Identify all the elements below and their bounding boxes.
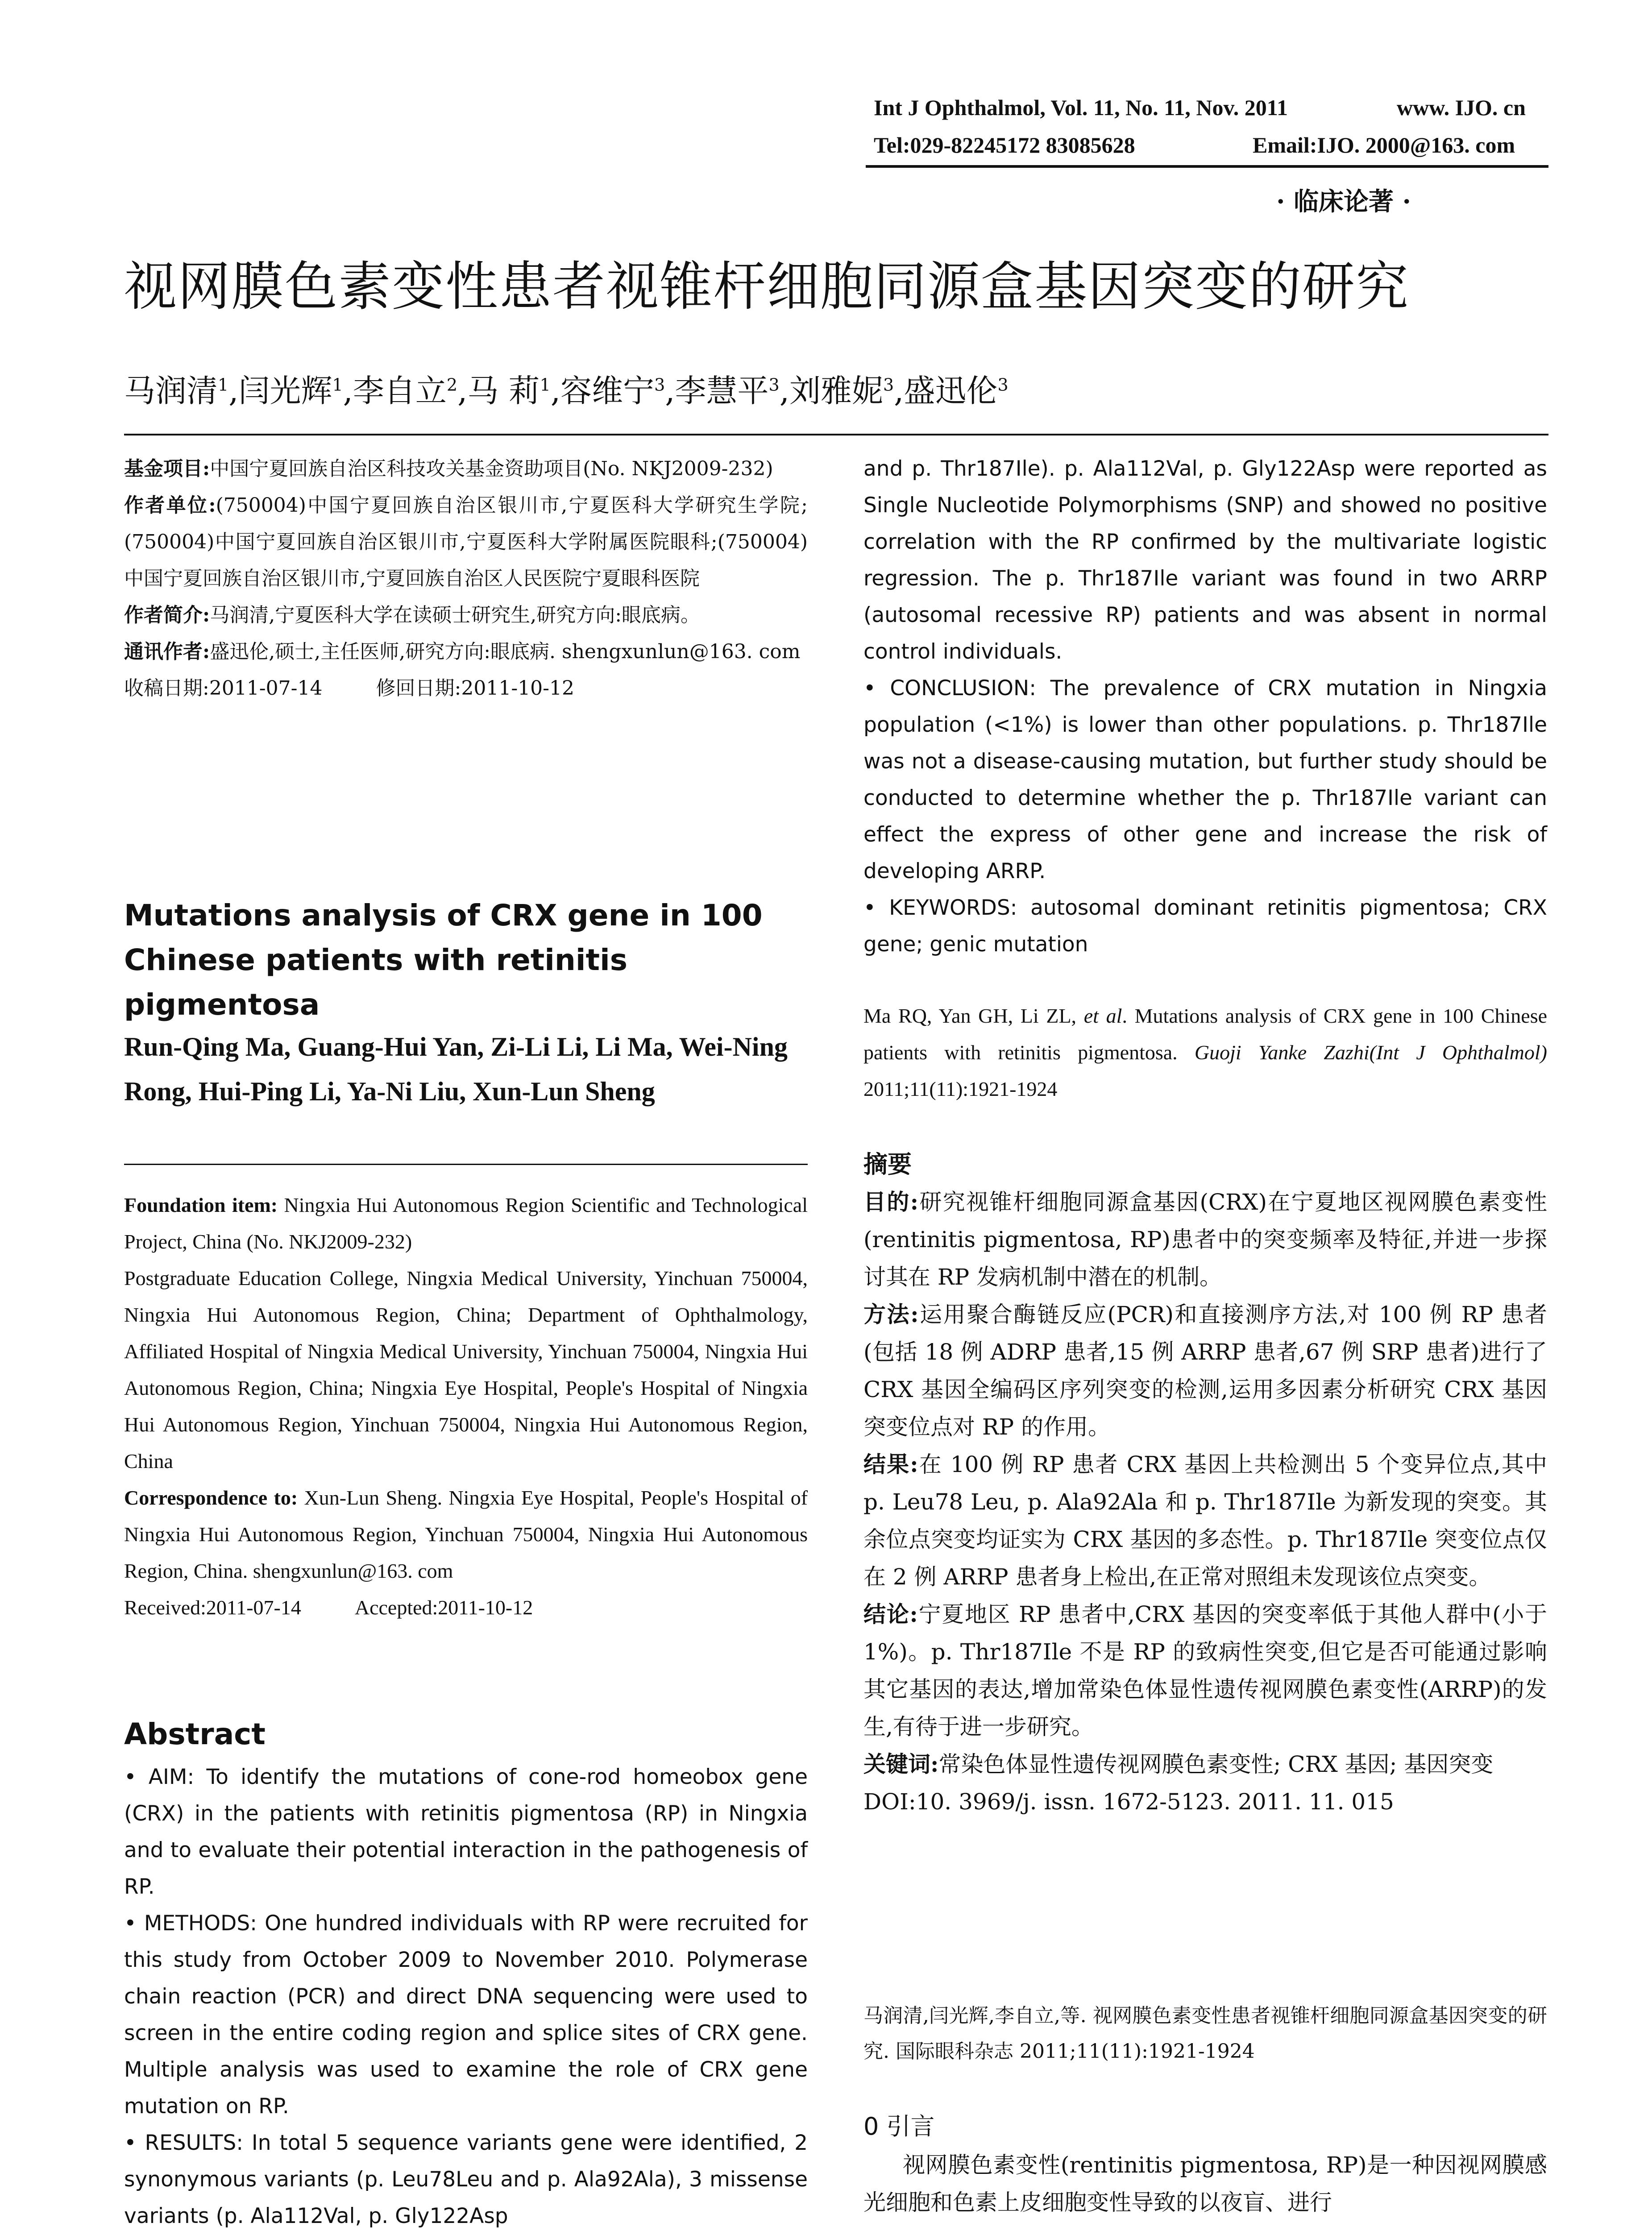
correspondence-cn: 通讯作者:盛迅伦,硕士,主任医师,研究方向:眼底病. shengxunlun@163. com	[124, 640, 801, 663]
journal-website[interactable]: www. IJO. cn	[1397, 95, 1526, 120]
doi[interactable]: DOI:10. 3969/j. issn. 1672-5123. 2011. 11. 015	[863, 1789, 1394, 1815]
author-cn: 马润清$^1$,	[124, 373, 239, 410]
dates-cn: 收稿日期:2011-07-14 修回日期:2011-10-12	[124, 677, 575, 700]
author-cn: 李慧平$^3$,	[675, 373, 789, 410]
intro-heading: 0 引言	[863, 2112, 935, 2140]
abstract-methods-cn: 方法:运用聚合酶链反应(PCR)和直接测序方法,对 100 例 RP 患者(包括 18 例 ADRP 患者,15 例 ARRP 患者,67 例 SRP 患者)进行了 CRX 基因全编码区序列突变的检测,运用多因素分析研究 CRX 基因突变位点对 RP 的作用。	[863, 1301, 1547, 1440]
abstract-aim-cn: 目的:研究视锥杆细胞同源盒基因(CRX)在宁夏地区视网膜色素变性(rentinitis pigmentosa, RP)患者中的突变频率及特征,并进一步探讨其在 RP 发病机制中潜在的机制。	[863, 1189, 1547, 1290]
abstract-conclusion-en: • CONCLUSION: The prevalence of CRX mutation in Ningxia population (<1%) is lower than other populations. p. Thr187Ile was not a disease-causing mutation, but further study should be conducted to determine whether the p. Thr187Ile variant can effect the express of other gene and increase the risk of developing ARRP.	[863, 676, 1547, 883]
abstract-keywords-cn: 关键词:常染色体显性遗传视网膜色素变性; CRX 基因; 基因突变	[863, 1751, 1494, 1777]
abstract-heading-en: Abstract	[124, 1717, 266, 1751]
authors-en-rule	[124, 1164, 808, 1165]
title-rule	[124, 434, 1548, 435]
abstract-aim-en: • AIM: To identify the mutations of cone-rod homeobox gene (CRX) in the patients with retinitis pigmentosa (RP) in Ningxia and to evaluate their potential interaction in the pathogenesis of RP.	[124, 1765, 808, 1899]
abstract-methods-en: • METHODS: One hundred individuals with RP were recruited for this study from October 2009 to November 2010. Polymerase chain reaction (PCR) and direct DNA sequencing were used to screen in the entire coding region and splice sites of CRX gene. Multiple analysis was used to examine the role of CRX gene mutation on RP.	[124, 1911, 808, 2119]
authors-cn	[124, 365, 1552, 411]
author-cn: 刘雅妮$^3$,	[789, 373, 904, 410]
intro-text: 视网膜色素变性(rentinitis pigmentosa, RP)是一种因视网膜感光细胞和色素上皮细胞变性导致的以夜盲、进行	[863, 2152, 1547, 2215]
affiliation-cn: 作者单位:(750004)中国宁夏回族自治区银川市,宁夏医科大学研究生学院;(750004)中国宁夏回族自治区银川市,宁夏医科大学附属医院眼科;(750004)中国宁夏回族自治区银川市,宁夏回族自治区人民医院宁夏眼科医院	[124, 494, 808, 590]
abstract-heading-cn: 摘要	[863, 1150, 912, 1178]
author-cn: 李自立$^2$,	[353, 373, 468, 410]
front-matter-en	[124, 1187, 808, 1626]
author-cn: 容维宁$^3$,	[560, 373, 675, 410]
abstract-en-continued	[863, 451, 1547, 963]
authors-en: Run-Qing Ma, Guang-Hui Yan, Zi-Li Li, Li Ma, Wei-Ning Rong, Hui-Ping Li, Ya-Ni Liu, Xun-Lun Sheng	[124, 1032, 788, 1106]
journal-tel: Tel:029-82245172 83085628	[874, 133, 1135, 158]
affiliation-en: Postgraduate Education College, Ningxia Medical University, Yinchuan 750004, Ningxia Hui Autonomous Region, China; Department of Ophthalmology, Affiliated Hospital of Ningxia Medical University, Yinchuan 750004, Ningxia Hui Autonomous Region, China; Ningxia Eye Hospital, People's Hospital of Ningxia Hui Autonomous Region, Yinchuan 750004, Ningxia Hui Autonomous Region, China	[124, 1267, 808, 1472]
journal-citation: Int J Ophthalmol, Vol. 11, No. 11, Nov. 2011	[874, 95, 1288, 120]
abstract-conclusion-cn: 结论:宁夏地区 RP 患者中,CRX 基因的突变率低于其他人群中(小于 1%)。p. Thr187Ile 不是 RP 的致病性突变,但它是否可能通过影响其它基因的表达,增加常染色体显性遗传视网膜色素变性(ARRP)的发生,有待于进一步研究。	[863, 1601, 1547, 1740]
fund-en: Foundation item: Ningxia Hui Autonomous Region Scientific and Technological Project, China (No. NKJ2009-232)	[124, 1194, 808, 1253]
dates-en: Received:2011-07-14 Accepted:2011-10-12	[124, 1596, 533, 1619]
abstract-keywords-en: • KEYWORDS: autosomal dominant retinitis pigmentosa; CRX gene; genic mutation	[863, 896, 1547, 957]
header-rule	[866, 165, 1548, 168]
abstract-results-en-cont: and p. Thr187Ile). p. Ala112Val, p. Gly122Asp were reported as Single Nucleotide Polymorphisms (SNP) and showed no positive correlation with the RP confirmed by the multivariate logistic regression. The p. Thr187Ile variant was found in two ARRP (autosomal recessive RP) patients and was absent in normal control individuals.	[863, 456, 1547, 664]
title-cn: 视网膜色素变性患者视锥杆细胞同源盒基因突变的研究	[124, 256, 1410, 317]
fund-cn: 基金项目:中国宁夏回族自治区科技攻关基金资助项目(No. NKJ2009-232)	[124, 457, 773, 480]
citation-cn: 马润清,闫光辉,李自立,等. 视网膜色素变性患者视锥杆细胞同源盒基因突变的研究. 国际眼科杂志 2011;11(11):1921-1924	[863, 2004, 1547, 2063]
abstract-results-en: • RESULTS: In total 5 sequence variants gene were identified, 2 synonymous variants (p. Leu78Leu and p. Ala92Ala), 3 missense variants (p. Ala112Val, p. Gly122Asp	[124, 2131, 808, 2228]
correspondence-en: Correspondence to: Xun-Lun Sheng. Ningxia Eye Hospital, People's Hospital of Ningxia Hui Autonomous Region, Yinchuan 750004, Ningxia Hui Autonomous Region, China. shengxunlun@163. com	[124, 1486, 808, 1582]
journal-email[interactable]: Email:IJO. 2000@163. com	[1253, 133, 1515, 158]
author-cn: 盛迅伦$^3$	[904, 373, 1009, 410]
section-label: · 临床论著 ·	[1276, 187, 1411, 216]
journal-header-line	[874, 95, 1288, 120]
author-cn: 马 莉$^1$,	[467, 373, 561, 410]
author-cn: 闫光辉$^1$,	[238, 373, 353, 410]
front-matter-cn	[124, 451, 808, 707]
title-en: Mutations analysis of CRX gene in 100 Chinese patients with retinitis pigmentosa	[124, 898, 763, 1022]
bio-cn: 作者简介:马润清,宁夏医科大学在读硕士研究生,研究方向:眼底病。	[124, 604, 701, 626]
citation-en: Ma RQ, Yan GH, Li ZL, et al. Mutations analysis of CRX gene in 100 Chinese patients with retinitis pigmentosa. Guoji Yanke Zazhi(Int J Ophthalmol) 2011;11(11):1921-1924	[863, 1004, 1548, 1100]
abstract-cn-body	[863, 1183, 1547, 1820]
abstract-en-body	[124, 1759, 808, 2231]
abstract-results-cn: 结果:在 100 例 RP 患者 CRX 基因上共检测出 5 个变异位点,其中 p. Leu78 Leu, p. Ala92Ala 和 p. Thr187Ile 为新发现的突变。其余位点突变均证实为 CRX 基因的多态性。p. Thr187Ile 突变位点仅在 2 例 ARRP 患者身上检出,在正常对照组未发现该位点突变。	[863, 1451, 1547, 1590]
